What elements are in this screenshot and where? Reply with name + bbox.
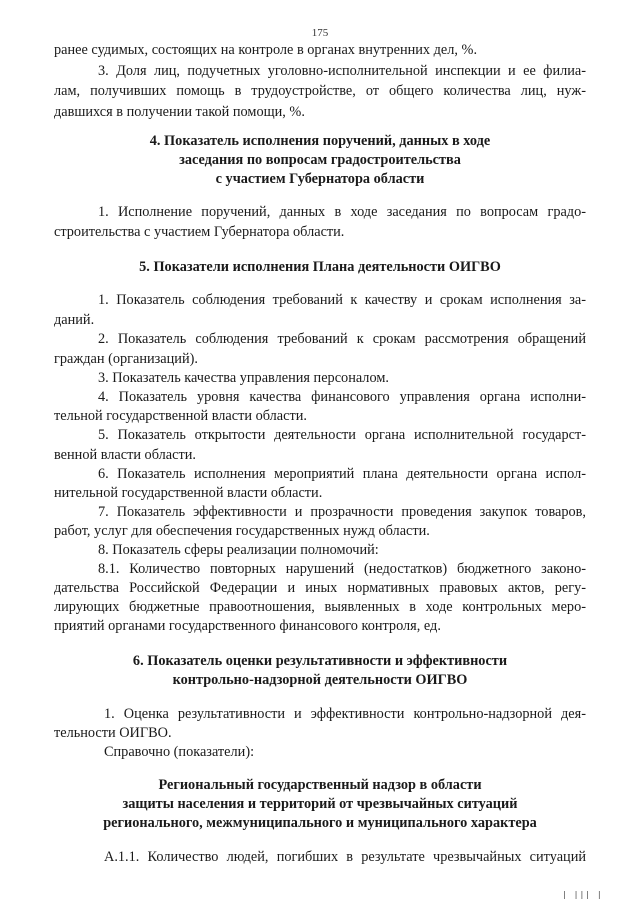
page-number: 175 [311,27,329,39]
paragraph-line: 1. Исполнение поручений, данных в ходе заседания по вопросам градо- [98,204,586,220]
subsection-heading: Региональный государственный надзор в области [158,777,482,793]
section-heading: контрольно-надзорной деятельности ОИГВО [172,672,468,688]
section-heading: 6. Показатель оценки результативности и эффективности [132,653,508,669]
paragraph-line: 8.1. Количество повторных нарушений (недостатков) бюджетного законо- [98,561,586,577]
paragraph-line: тельной государственной власти области. [54,408,307,424]
paragraph-line: даний. [54,312,95,328]
section-heading: с участием Губернатора области [215,171,425,187]
paragraph-line: 3. Показатель качества управления персоналом. [98,370,389,386]
paragraph-line: давшихся в получении такой помощи, %. [54,104,305,120]
paragraph-line: лирующих бюджетные правоотношения, выявленных в ходе контрольных меро- [54,599,586,615]
section-heading: заседания по вопросам градостроительства [179,152,461,168]
paragraph-line: лам, получивших помощь в трудоустройстве, от общего количества лиц, нуж- [54,83,586,99]
paragraph-line: 2. Показатель соблюдения требований к срокам рассмотрения обращений [98,331,586,347]
footer-stamp: | ||| | [562,890,603,899]
paragraph-line: 1. Показатель соблюдения требований к качеству и срокам исполнения за- [98,292,586,308]
paragraph-line: нительной государственной власти области. [54,485,323,501]
paragraph-line: 1. Оценка результативности и эффективности контрольно-надзорной дея- [104,706,586,722]
paragraph-line: работ, услуг для обеспечения государственных нужд области. [54,523,430,539]
paragraph-line: приятий органами государственного финансового контроля, ед. [54,618,441,634]
subsection-heading: регионального, межмуниципального и муниципального характера [103,815,537,831]
subsection-heading: защиты населения и территорий от чрезвычайных ситуаций [122,796,518,812]
paragraph-line: строительства с участием Губернатора области. [54,224,345,240]
section-heading: 5. Показатели исполнения Плана деятельности ОИГВО [139,259,501,275]
paragraph-line: 7. Показатель эффективности и прозрачности проведения закупок товаров, [98,504,586,520]
paragraph-line: граждан (организаций). [54,351,198,367]
paragraph-line: венной власти области. [54,447,196,463]
paragraph-line: дательства Российской Федерации и иных нормативных правовых актов, регу- [54,580,586,596]
paragraph-line: тельности ОИГВО. [54,725,172,741]
paragraph-line: 8. Показатель сферы реализации полномочий: [98,542,379,558]
paragraph-line: 5. Показатель открытости деятельности органа исполнительной государст- [98,427,586,443]
paragraph-line: 4. Показатель уровня качества финансового управления органа исполни- [98,389,586,405]
section-heading: 4. Показатель исполнения поручений, данных в ходе [149,133,491,149]
paragraph-line: А.1.1. Количество людей, погибших в результате чрезвычайных ситуаций [104,849,586,865]
paragraph-line: ранее судимых, состоящих на контроле в органах внутренних дел, %. [54,42,478,58]
paragraph-line: 6. Показатель исполнения мероприятий плана деятельности органа испол- [98,466,586,482]
paragraph-line: 3. Доля лиц, подучетных уголовно-исполнительной инспекции и ее филиа- [98,63,586,79]
paragraph-line: Справочно (показатели): [104,744,255,760]
